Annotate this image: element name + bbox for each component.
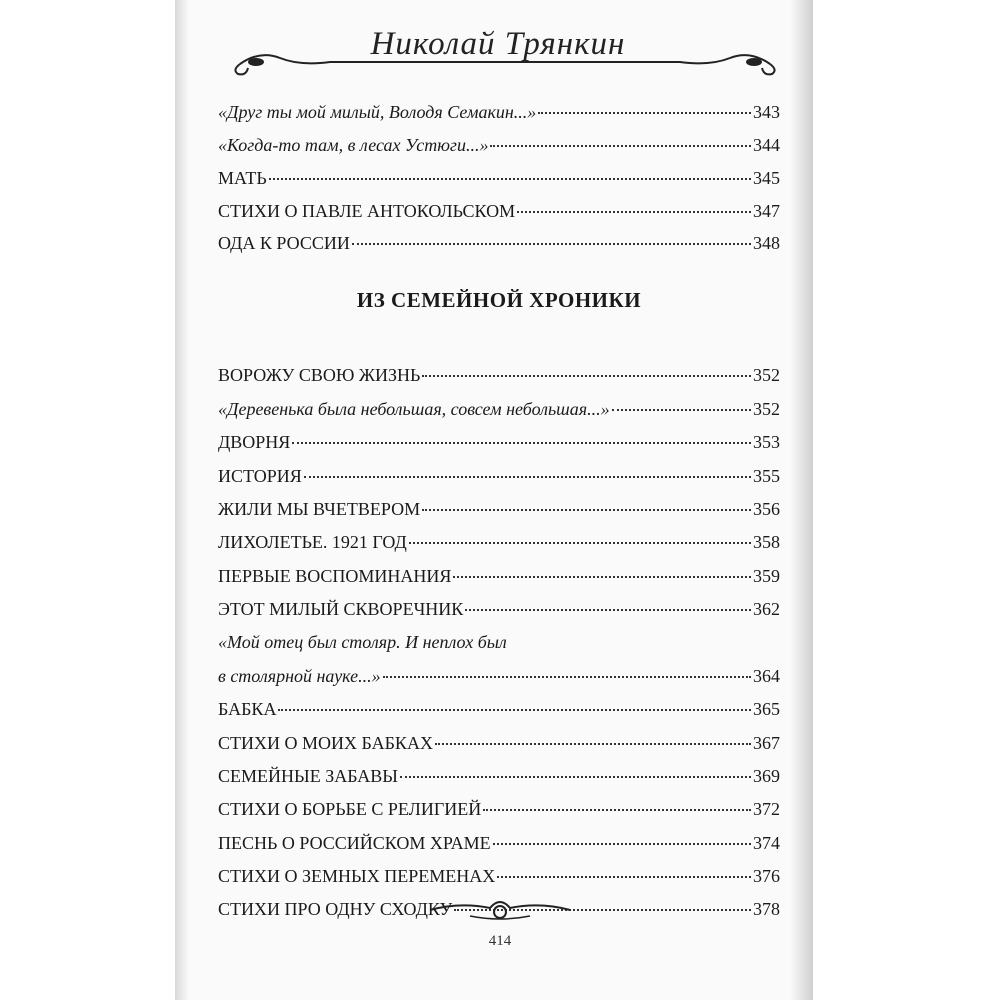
dot-leader	[422, 375, 751, 377]
toc-entry-page: 347	[753, 201, 780, 221]
dot-leader	[352, 243, 751, 245]
toc-entry-title: ЭТОТ МИЛЫЙ СКВОРЕЧНИК	[218, 599, 464, 619]
toc-entry-title: СТИХИ О МОИХ БАБКАХ	[218, 733, 433, 753]
toc-entry	[218, 566, 780, 590]
toc-entry-page: 374	[753, 833, 780, 853]
toc-entry-title: ЛИХОЛЕТЬЕ. 1921 ГОД	[218, 532, 407, 552]
toc-entry-title: ДВОРНЯ	[218, 432, 291, 452]
toc-entry	[218, 666, 780, 690]
toc-entry-page: 355	[753, 466, 780, 486]
toc-entry	[218, 766, 780, 790]
toc-entry-title: БАБКА	[218, 699, 277, 719]
toc-entry-title: ИСТОРИЯ	[218, 466, 302, 486]
dot-leader	[538, 112, 751, 114]
toc-entry-page: 372	[753, 799, 780, 819]
toc-entry-title: СТИХИ О ЗЕМНЫХ ПЕРЕМЕНАХ	[218, 866, 496, 886]
toc-entry-title: СЕМЕЙНЫЕ ЗАБАВЫ	[218, 766, 399, 786]
toc-entry	[218, 866, 780, 890]
toc-entry-page: 358	[753, 532, 780, 552]
toc-entry	[218, 733, 780, 757]
toc-entry	[218, 135, 780, 159]
toc-entry-title: в столярной науке...»	[218, 666, 381, 686]
toc-entry	[218, 833, 780, 857]
toc-entry-page: 369	[753, 766, 780, 786]
toc-entry-title-line1: «Мой отец был столяр. И неплох был	[218, 632, 507, 652]
toc-entry-page: 367	[753, 733, 780, 753]
dot-leader	[304, 476, 751, 478]
toc-entry-title: СТИХИ О БОРЬБЕ С РЕЛИГИЕЙ	[218, 799, 482, 819]
toc-entry-title: ВОРОЖУ СВОЮ ЖИЗНЬ	[218, 365, 421, 385]
dot-leader	[490, 145, 751, 147]
toc-entry-title: ЖИЛИ МЫ ВЧЕТВЕРОМ	[218, 499, 421, 519]
toc-entry-title: МАТЬ	[218, 168, 267, 188]
dot-leader	[278, 709, 751, 711]
page-number: 414	[488, 933, 512, 949]
toc-entry-title: ПЕСНЬ О РОССИЙСКОМ ХРАМЕ	[218, 833, 491, 853]
dot-leader	[483, 809, 751, 811]
dot-leader	[465, 609, 751, 611]
page-gutter-shadow	[175, 0, 189, 1000]
dot-leader	[292, 442, 751, 444]
toc-entry	[218, 599, 780, 623]
toc-entry-page: 378	[753, 899, 780, 919]
toc-entry	[218, 499, 780, 523]
toc-entry	[218, 532, 780, 556]
toc-entry	[218, 168, 780, 192]
dot-leader	[497, 876, 751, 878]
toc-entry-title: ОДА К РОССИИ	[218, 233, 350, 253]
toc-entry-page: 362	[753, 599, 780, 619]
footer-flourish-icon	[420, 888, 580, 928]
dot-leader	[453, 576, 751, 578]
header-flourish-icon	[220, 40, 790, 80]
toc-entry	[218, 699, 780, 723]
toc-entry-title: «Когда-то там, в лесах Устюги...»	[218, 135, 489, 155]
toc-entry-title: СТИХИ О ПАВЛЕ АНТОКОЛЬСКОМ	[218, 201, 516, 221]
toc-entry	[218, 399, 780, 423]
toc-entry-title: ПЕРВЫЕ ВОСПОМИНАНИЯ	[218, 566, 452, 586]
dot-leader	[409, 542, 751, 544]
dot-leader	[422, 509, 751, 511]
toc-entry-title: «Деревенька была небольшая, совсем небольшая...»	[218, 399, 610, 419]
toc-entry-page: 364	[753, 666, 780, 686]
toc-entry-page: 343	[753, 102, 780, 122]
toc-entry-page: 345	[753, 168, 780, 188]
toc-entry	[218, 466, 780, 490]
section-heading: ИЗ СЕМЕЙНОЙ ХРОНИКИ	[356, 288, 642, 312]
toc-entry-page: 359	[753, 566, 780, 586]
dot-leader	[493, 843, 751, 845]
dot-leader	[400, 776, 751, 778]
toc-entry	[218, 799, 780, 823]
toc-entry-title: «Друг ты мой милый, Володя Семакин...»	[218, 102, 537, 122]
toc-entry-page: 348	[753, 233, 780, 253]
dot-leader	[269, 178, 751, 180]
toc-entry-page: 365	[753, 699, 780, 719]
toc-entry	[218, 201, 780, 225]
toc-entry	[218, 233, 780, 257]
toc-entry-page: 376	[753, 866, 780, 886]
toc-entry-page: 353	[753, 432, 780, 452]
dot-leader	[435, 743, 751, 745]
dot-leader	[517, 211, 751, 213]
dot-leader	[612, 409, 751, 411]
toc-entry	[218, 102, 780, 126]
toc-entry-title: СТИХИ ПРО ОДНУ СХОДКУ	[218, 899, 453, 919]
running-header-author: Николай Трянкин	[370, 26, 626, 62]
toc-entry-page: 352	[753, 365, 780, 385]
page-edge-shadow	[790, 0, 813, 1000]
toc-entry	[218, 365, 780, 389]
toc-entry-page: 352	[753, 399, 780, 419]
toc-entry-page: 344	[753, 135, 780, 155]
dot-leader	[383, 676, 751, 678]
toc-entry-page: 356	[753, 499, 780, 519]
toc-entry	[218, 432, 780, 456]
